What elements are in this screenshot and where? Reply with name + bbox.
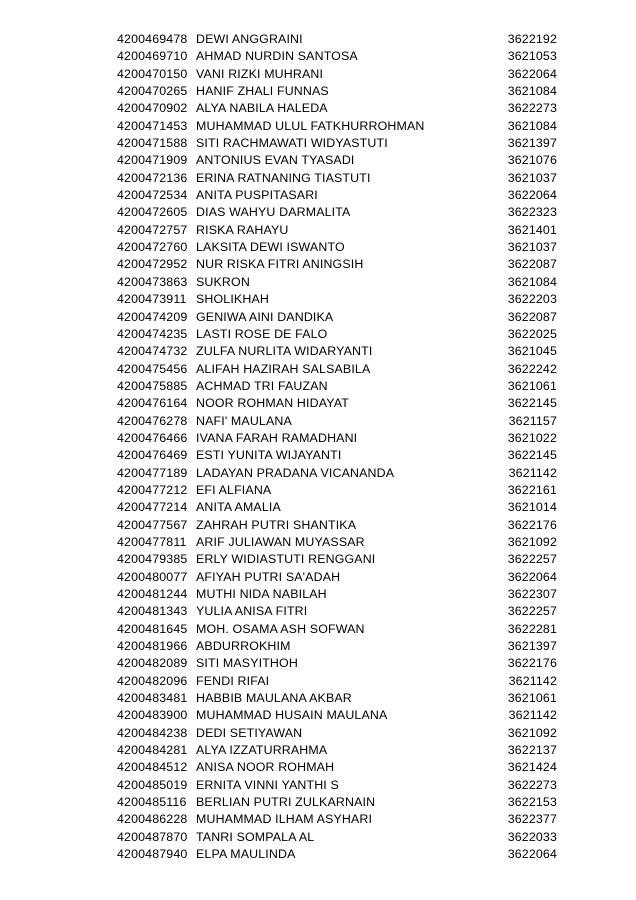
record-code: 3621142 [508, 673, 557, 688]
record-id: 4200475456 [117, 361, 188, 376]
record-id: 4200481966 [117, 639, 188, 654]
record-name: LAKSITA DEWI ISWANTO [196, 240, 345, 255]
record-name: SITI MASYITHOH [196, 656, 298, 671]
record-name: ARIF JULIAWAN MUYASSAR [196, 534, 365, 549]
record-id: 4200477189 [117, 465, 188, 480]
record-name: ANISA NOOR ROHMAH [196, 760, 335, 775]
record-name: YULIA ANISA FITRI [196, 604, 308, 619]
record-id: 4200477214 [117, 500, 188, 515]
list-item [117, 204, 557, 221]
record-id: 4200477212 [117, 482, 188, 497]
list-item [117, 361, 557, 378]
list-item [117, 586, 557, 603]
record-id: 4200471453 [117, 118, 188, 133]
list-item [117, 239, 557, 256]
record-code: 3622145 [507, 448, 557, 463]
record-name: FENDI RIFAI [196, 673, 270, 688]
record-code: 3621022 [507, 430, 557, 445]
list-item [117, 378, 557, 395]
record-code: 3622281 [507, 621, 557, 636]
record-code: 3622145 [507, 396, 557, 411]
list-item [117, 569, 557, 586]
record-id: 4200484281 [117, 743, 188, 758]
record-code: 3622033 [507, 829, 557, 844]
record-code: 3622257 [507, 604, 557, 619]
list-item [117, 811, 557, 828]
record-name: HABBIB MAULANA AKBAR [196, 691, 352, 706]
list-item [117, 551, 557, 568]
record-name: ALYA IZZATURRAHMA [196, 743, 328, 758]
record-name: LASTI ROSE DE FALO [196, 326, 328, 341]
record-id: 4200487940 [117, 847, 188, 862]
list-item [117, 638, 557, 655]
record-name: ERLY WIDIASTUTI RENGGANI [196, 552, 376, 567]
record-name: TANRI SOMPALA AL [196, 829, 315, 844]
record-code: 3622087 [507, 257, 557, 272]
record-name: ANITA AMALIA [196, 500, 281, 515]
record-name: HANIF ZHALI FUNNAS [196, 84, 329, 99]
record-id: 4200472952 [117, 257, 188, 272]
list-item [117, 31, 557, 48]
record-name: SUKRON [196, 274, 250, 289]
record-code: 3622064 [507, 66, 557, 81]
record-name: DEDI SETIYAWAN [196, 725, 303, 740]
record-code: 3621084 [507, 274, 557, 289]
record-name: MUHAMMAD ULUL FATKHURROHMAN [196, 118, 425, 133]
record-name: SITI RACHMAWATI WIDYASTUTI [196, 136, 388, 151]
record-code: 3622064 [507, 188, 557, 203]
record-code: 3622323 [507, 205, 557, 220]
list-item [117, 118, 557, 135]
record-id: 4200484512 [117, 760, 188, 775]
list-item [117, 725, 557, 742]
record-code: 3621157 [508, 413, 557, 428]
record-name: ALYA NABILA HALEDA [196, 101, 328, 116]
record-code: 3622307 [507, 587, 557, 601]
list-item [117, 603, 557, 620]
list-item [117, 465, 557, 482]
record-code: 3621424 [507, 760, 557, 775]
record-code: 3621076 [507, 153, 557, 168]
list-item [117, 170, 557, 187]
record-id: 4200474235 [117, 326, 188, 341]
record-id: 4200472136 [117, 170, 188, 185]
list-item [117, 517, 557, 534]
list-item [117, 274, 557, 291]
record-code: 3622242 [507, 361, 557, 376]
record-code: 3621142 [508, 708, 557, 723]
record-id: 4200482089 [117, 656, 188, 671]
record-code: 3621401 [507, 222, 557, 237]
record-code: 3621142 [508, 465, 557, 480]
list-item [117, 447, 557, 464]
record-code: 3622257 [507, 552, 557, 567]
list-item [117, 326, 557, 343]
record-code: 3621397 [507, 639, 557, 654]
record-name: BERLIAN PUTRI ZULKARNAIN [196, 795, 376, 810]
record-code: 3622137 [507, 743, 557, 758]
record-id: 4200479385 [117, 552, 188, 567]
record-id: 4200486228 [117, 812, 188, 827]
record-list [117, 31, 557, 864]
record-name: MOH. OSAMA ASH SOFWAN [196, 621, 365, 636]
record-id: 4200471909 [117, 153, 188, 168]
record-id: 4200483900 [117, 708, 188, 723]
record-id: 4200473863 [117, 274, 188, 289]
list-item [117, 291, 557, 308]
record-name: NAFI' MAULANA [196, 413, 292, 428]
record-name: AHMAD NURDIN SANTOSA [196, 49, 358, 64]
record-code: 3622377 [507, 812, 557, 827]
record-name: DEWI ANGGRAINI [196, 32, 303, 46]
record-code: 3621037 [507, 170, 557, 185]
record-id: 4200472757 [117, 222, 188, 237]
list-item [117, 100, 557, 117]
record-id: 4200476278 [117, 413, 188, 428]
record-name: NUR RISKA FITRI ANINGSIH [196, 257, 364, 272]
list-item [117, 48, 557, 65]
record-id: 4200469710 [117, 49, 188, 64]
list-item [117, 499, 557, 516]
record-id: 4200474732 [117, 344, 188, 359]
record-name: ESTI YUNITA WIJAYANTI [196, 448, 342, 463]
record-code: 3621045 [507, 344, 557, 359]
record-id: 4200481645 [117, 621, 188, 636]
list-item [117, 690, 557, 707]
record-name: NOOR ROHMAN HIDAYAT [196, 396, 349, 411]
list-item [117, 395, 557, 412]
list-item [117, 673, 557, 690]
list-item [117, 777, 557, 794]
record-code: 3621084 [507, 118, 557, 133]
list-item [117, 66, 557, 83]
record-name: MUHAMMAD ILHAM ASYHARI [196, 812, 373, 827]
list-item [117, 707, 557, 724]
record-code: 3622064 [507, 847, 557, 862]
record-id: 4200477567 [117, 517, 188, 532]
record-id: 4200487870 [117, 829, 188, 844]
record-id: 4200474209 [117, 309, 188, 324]
record-name: ERNITA VINNI YANTHI S [196, 777, 339, 792]
record-name: ANTONIUS EVAN TYASADI [196, 153, 355, 168]
list-item [117, 482, 557, 499]
list-item [117, 655, 557, 672]
record-code: 3622161 [507, 482, 557, 497]
record-name: EFI ALFIANA [196, 482, 272, 497]
list-item [117, 187, 557, 204]
list-item [117, 759, 557, 776]
list-item [117, 742, 557, 759]
record-code: 3622176 [507, 656, 557, 671]
record-id: 4200481343 [117, 604, 188, 619]
record-id: 4200476469 [117, 448, 188, 463]
record-code: 3621037 [507, 240, 557, 255]
record-id: 4200470902 [117, 101, 188, 116]
record-name: MUTHI NIDA NABILAH [196, 587, 327, 601]
record-name: AFIYAH PUTRI SA'ADAH [196, 569, 341, 584]
record-name: DIAS WAHYU DARMALITA [196, 205, 351, 220]
record-code: 3621053 [507, 49, 557, 64]
record-id: 4200472760 [117, 240, 188, 255]
list-item [117, 534, 557, 551]
record-id: 4200485116 [117, 795, 187, 810]
record-code: 3622025 [507, 326, 557, 341]
record-code: 3621092 [507, 725, 557, 740]
record-code: 3622176 [507, 517, 557, 532]
record-id: 4200472605 [117, 205, 188, 220]
record-id: 4200482096 [117, 673, 188, 688]
record-name: ZULFA NURLITA WIDARYANTI [196, 344, 373, 359]
record-code: 3621084 [507, 84, 557, 99]
list-item [117, 343, 557, 360]
record-id: 4200484238 [117, 725, 188, 740]
list-item [117, 794, 557, 811]
record-id: 4200472534 [117, 188, 188, 203]
record-code: 3621061 [507, 691, 557, 706]
record-id: 4200476164 [117, 396, 188, 411]
record-name: RISKA RAHAYU [196, 222, 289, 237]
record-code: 3622203 [507, 292, 557, 307]
list-item [117, 829, 557, 846]
record-code: 3622153 [507, 795, 557, 810]
record-name: ANITA PUSPITASARI [196, 188, 318, 203]
record-id: 4200473911 [117, 292, 187, 307]
record-id: 4200481244 [117, 587, 188, 601]
list-item [117, 413, 557, 430]
list-item [117, 83, 557, 100]
record-code: 3622273 [507, 777, 557, 792]
record-code: 3621092 [507, 534, 557, 549]
record-name: ACHMAD TRI FAUZAN [196, 378, 328, 393]
record-name: ALIFAH HAZIRAH SALSABILA [196, 361, 371, 376]
record-name: GENIWA AINI DANDIKA [196, 309, 334, 324]
record-id: 4200470265 [117, 84, 188, 99]
record-name: ABDURROKHIM [196, 639, 291, 654]
record-code: 3621061 [507, 378, 557, 393]
record-name: MUHAMMAD HUSAIN MAULANA [196, 708, 388, 723]
record-id: 4200480077 [117, 569, 188, 584]
record-name: IVANA FARAH RAMADHANI [196, 430, 358, 445]
list-item [117, 621, 557, 638]
record-id: 4200469478 [117, 32, 188, 46]
list-item [117, 152, 557, 169]
record-id: 4200475885 [117, 378, 188, 393]
list-item [117, 846, 557, 863]
record-id: 4200483481 [117, 691, 188, 706]
record-name: VANI RIZKI MUHRANI [196, 66, 324, 81]
record-id: 4200470150 [117, 66, 188, 81]
record-code: 3622064 [507, 569, 557, 584]
record-name: ELPA MAULINDA [196, 847, 296, 862]
record-id: 4200471588 [117, 136, 188, 151]
record-name: SHOLIKHAH [196, 292, 269, 307]
record-name: ERINA RATNANING TIASTUTI [196, 170, 371, 185]
record-code: 3622192 [507, 32, 557, 46]
list-item [117, 256, 557, 273]
record-code: 3621014 [507, 500, 557, 515]
list-item [117, 222, 557, 239]
record-name: ZAHRAH PUTRI SHANTIKA [196, 517, 357, 532]
record-code: 3622087 [507, 309, 557, 324]
record-id: 4200476466 [117, 430, 188, 445]
record-name: LADAYAN PRADANA VICANANDA [196, 465, 395, 480]
record-id: 4200477811 [117, 534, 187, 549]
list-item [117, 309, 557, 326]
list-item [117, 430, 557, 447]
record-id: 4200485019 [117, 777, 188, 792]
record-code: 3621397 [507, 136, 557, 151]
record-code: 3622273 [507, 101, 557, 116]
list-item [117, 135, 557, 152]
